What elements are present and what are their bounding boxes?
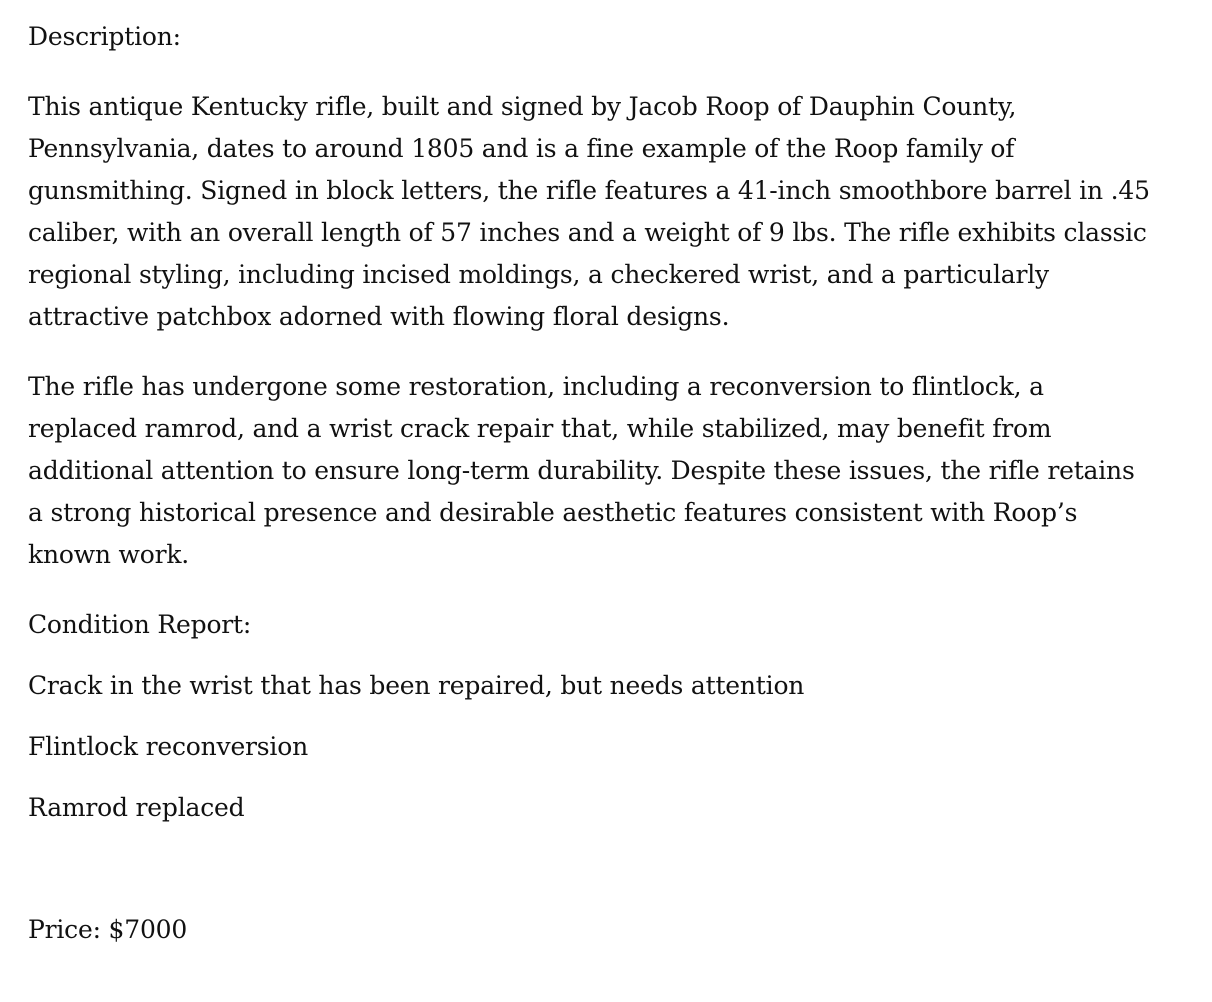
condition-item-wrist-crack: Crack in the wrist that has been repaired, but needs attention: [28, 671, 805, 700]
condition-item-ramrod: Ramrod replaced: [28, 793, 245, 822]
description-paragraph-1: This antique Kentucky rifle, built and signed by Jacob Roop of Dauphin County, Pennsylvania, dates to around 1805 and is a fine example of the Roop family of gunsmithing. Signed in block letters, the rifle features a 41-inch smoothbore barrel in .45 caliber, with an overall length of 57 inches and a weight of 9 lbs. The rifle exhibits classic regional styling, including incised moldings, a checkered wrist, and a particularly attractive patchbox adorned with flowing floral designs.: [28, 92, 1150, 331]
condition-report-heading: Condition Report:: [28, 610, 252, 639]
price-line: Price: $7000: [28, 915, 188, 944]
description-heading: Description:: [28, 22, 181, 51]
condition-item-flintlock: Flintlock reconversion: [28, 732, 308, 761]
description-paragraph-2: The rifle has undergone some restoration, including a reconversion to flintlock, a replaced ramrod, and a wrist crack repair that, while stabilized, may benefit from additional attention to ensure long-term durability. Despite these issues, the rifle retains a strong historical presence and desirable aesthetic features consistent with Roop’s known work.: [28, 372, 1135, 569]
